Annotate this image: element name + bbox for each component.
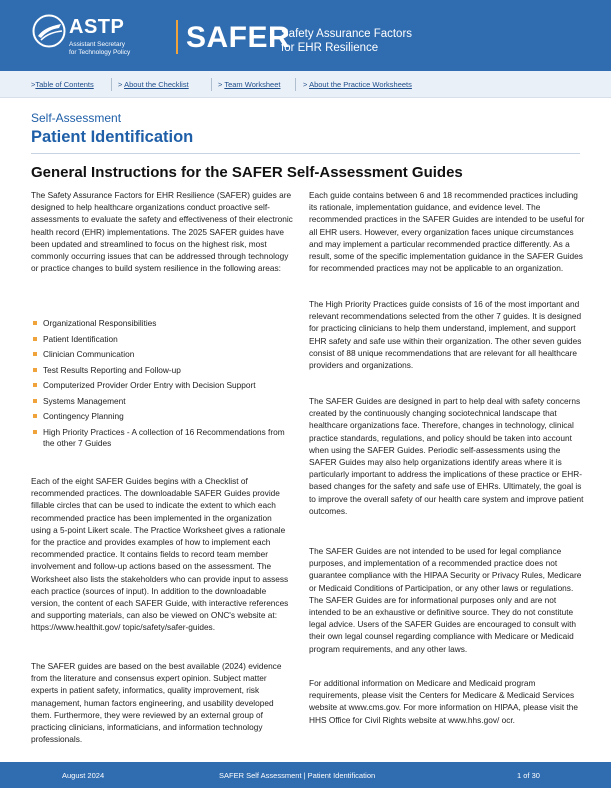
tagline-line1: Safety Assurance Factors <box>281 28 413 40</box>
astp-sub-line1: Assistant Secretary <box>69 41 125 48</box>
nav-prefix: > <box>31 80 36 89</box>
nav-prefix: > <box>118 80 125 89</box>
footer-date: August 2024 <box>62 771 105 780</box>
astp-subtitle <box>69 41 130 57</box>
list-item-text: Systems Management <box>43 395 126 406</box>
nav-link-about-checklist[interactable] <box>118 80 189 89</box>
bullet-square-icon <box>33 368 37 372</box>
nav-link-practice-worksheets[interactable] <box>303 80 412 89</box>
right-paragraph-3: The SAFER Guides are designed in part to help deal with safety concerns created by the continuously changing sociotechnical landscape that healthcare organizations face. Therefore, changes in technology, clinical practice standards, regulations, and policy should be taken into account when using the SAFER Guides. Periodic self-assessments using the SAFER Guides may also help organizations identify areas where it is particularly important to address the implications of these practice or EHR-based changes for the safety and safe use of EHRs. Ultimately, the goal is to improve the overall safety of our health care system and improve patient outcomes. <box>309 396 584 516</box>
list-item <box>33 365 293 376</box>
right-paragraph-1: Each guide contains between 6 and 18 recommended practices including its rationale, implementation guidance, and evidence level. The recommended practices in the SAFER Guides are intended to be useful for all EHR users. However, every organization faces unique circumstances and may implement a particular recommended practice differently. As a result, some of the specific implementation guidance in the SAFER Guides for recommended practices may not be applicable to an organization. <box>309 190 585 274</box>
title-divider <box>31 153 580 154</box>
list-item <box>33 396 293 407</box>
safer-wordmark: SAFER <box>186 21 291 54</box>
bullet-square-icon <box>33 399 37 403</box>
bullet-square-icon <box>33 321 37 325</box>
right-paragraph-5: For additional information on Medicare and Medicaid program requirements, please visit the Centers for Medicare & Medicaid Services website at www.cms.gov. For more information on HIPAA, please visit the HHS Office for Civil Rights website at www.hhs.gov/ ocr. <box>309 678 578 725</box>
astp-logo <box>32 14 167 60</box>
tagline-line2: for EHR Resilience <box>281 42 379 54</box>
section-title: General Instructions for the SAFER Self-Assessment Guides <box>31 164 463 181</box>
right-paragraph-2: The High Priority Practices guide consists of 16 of the most important and relevant recommendations selected from the other 7 guides. It is designed for practicing clinicians to help them understand, implement, and support EHR safety and safe use within their organization. The other seven guides consist of 88 unique recommendations that are relevant for all healthcare providers and organizations. <box>309 299 582 371</box>
astp-name: ASTP <box>69 16 125 38</box>
nav-link-table-of-contents[interactable] <box>31 80 94 89</box>
astp-sub-line2: for Technology Policy <box>69 49 131 56</box>
nav-bar <box>0 71 611 98</box>
list-item-text: Organizational Responsibilities <box>43 318 157 328</box>
guide-list <box>33 318 293 453</box>
list-item <box>33 318 293 329</box>
footer-doc-title: SAFER Self Assessment | Patient Identification <box>219 771 376 780</box>
nav-label[interactable]: Team Worksheet <box>224 80 281 89</box>
list-item <box>33 334 293 345</box>
nav-link-team-worksheet[interactable] <box>218 80 280 89</box>
nav-separator <box>295 78 296 91</box>
bullet-square-icon <box>33 337 37 341</box>
list-item <box>33 380 293 391</box>
bullet-square-icon <box>33 414 37 418</box>
section-kicker: Self-Assessment <box>31 111 122 125</box>
list-item <box>33 349 293 360</box>
left-paragraph-3: The SAFER guides are based on the best available (2024) evidence from the literature and consensus expert opinion. Subject matter experts in patient safety, informatics, quality improvement, risk management, human factors engineering, and usability developed them. Furthermore, they were reviewed by an external group of practicing clinicians, informaticians, and information technology professionals. <box>31 661 282 745</box>
list-item-text: Patient Identification <box>43 333 118 344</box>
bullet-square-icon <box>33 352 37 356</box>
nav-separator <box>211 78 212 91</box>
bullet-square-icon <box>33 383 37 387</box>
page-header <box>0 0 611 71</box>
header-divider <box>176 20 178 54</box>
nav-label[interactable]: Table of Contents <box>35 80 94 89</box>
list-item <box>33 427 293 449</box>
page-footer <box>0 762 611 788</box>
nav-label[interactable]: About the Practice Worksheets <box>309 80 412 89</box>
safer-tagline <box>281 27 412 55</box>
nav-label[interactable]: About the Checklist <box>124 80 189 89</box>
nav-separator <box>111 78 112 91</box>
page-title: Patient Identification <box>31 128 194 146</box>
footer-page-number: 1 of 30 <box>517 771 540 780</box>
left-paragraph-2: Each of the eight SAFER Guides begins with a Checklist of recommended practices. The downloadable SAFER Guides provide fillable circles that can be used to indicate the extent to which each recommended practice has been implemented in the organization using a 5-point Likert scale. The Practice Worksheet gives a rationale for the practice and provides examples of how to implement each recommended practice. It contains fields to record team member involvement and follow-up actions based on the assessment. The Worksheet also lists the stakeholders who can provide input to assess each practice (sources of input). In addition to the downloadable version, the content of each SAFER Guide, with interactive references and supporting materials, can also be viewed on ONC's website at: https://www.healthit.gov/ topic/safety/safer-guides. <box>31 476 289 633</box>
list-item <box>33 411 293 422</box>
nav-prefix: > <box>218 80 225 89</box>
list-item-text: High Priority Practices - A collection of 16 Recommendations from the other 7 Guides <box>43 426 285 448</box>
right-paragraph-4: The SAFER Guides are not intended to be used for legal compliance purposes, and implementation of a recommended practice does not guarantee compliance with the HIPAA Security or Privacy Rules, Medicare or Medicaid Conditions of Participation, or any other laws or regulations. The SAFER Guides are for informational purposes only and are not intended to be an exhaustive or definitive source. They do not constitute legal advice. Users of the SAFER Guides are encouraged to consult with their own legal counsel regarding compliance with Medicare or Medicaid program requirements, and any other laws. <box>309 546 582 654</box>
list-item-text: Computerized Provider Order Entry with Decision Support <box>43 380 256 390</box>
bullet-square-icon <box>33 430 37 434</box>
left-paragraph-1: The Safety Assurance Factors for EHR Resilience (SAFER) guides are designed to help healthcare organizations conduct proactive self-assessments to evaluate the safety and effectiveness of their electronic health record (EHR) implementations. The 2025 SAFER guides have been updated and streamlined to focus on the highest risk, most commonly occurring issues that can be addressed through technology or practice changes to build system resilience in the following areas: <box>31 190 293 274</box>
list-item-text: Contingency Planning <box>43 411 124 421</box>
astp-seal-icon <box>32 14 66 48</box>
nav-prefix: > <box>303 80 310 89</box>
list-item-text: Clinician Communication <box>43 349 135 359</box>
list-item-text: Test Results Reporting and Follow-up <box>43 364 181 375</box>
